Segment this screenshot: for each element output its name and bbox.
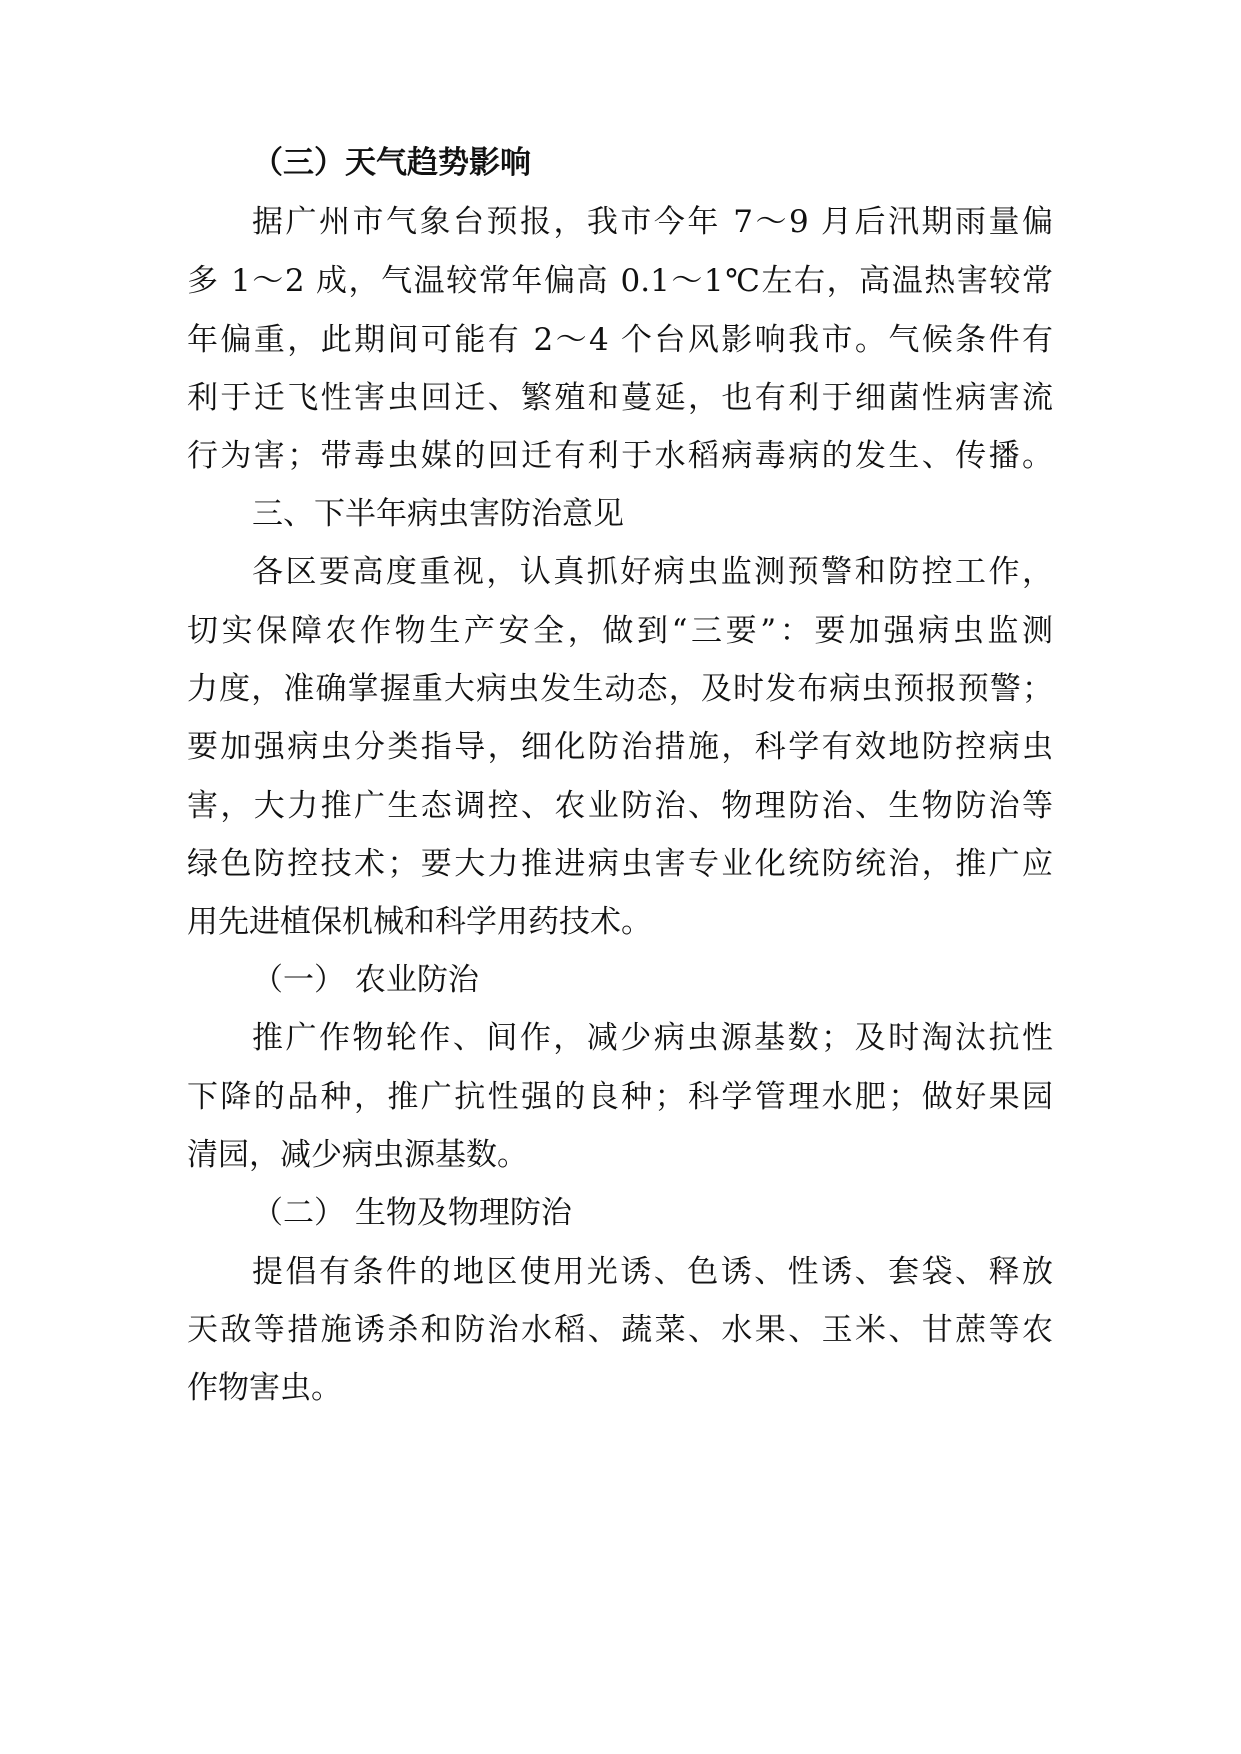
paragraph-line: 要加强病虫分类指导，细化防治措施，科学有效地防控病虫	[187, 729, 1053, 765]
paragraph-line: 绿色防控技术；要大力推进病虫害专业化统防统治，推广应	[187, 846, 1053, 882]
paragraph-line: 利于迁飞性害虫回迁、繁殖和蔓延，也有利于细菌性病害流	[187, 380, 1053, 416]
paragraph-line: 行为害；带毒虫媒的回迁有利于水稻病毒病的发生、传播。	[187, 438, 1053, 474]
paragraph-line: 作物害虫。	[187, 1370, 342, 1406]
subsection-heading-biological-physical-control: （二） 生物及物理防治	[252, 1195, 572, 1231]
paragraph-line: 力度，准确掌握重大病虫发生动态，及时发布病虫预报预警；	[187, 671, 1053, 707]
section-heading-weather-trend: （三）天气趋势影响	[252, 145, 531, 181]
paragraph-line: 提倡有条件的地区使用光诱、色诱、性诱、套袋、释放	[252, 1254, 1053, 1290]
paragraph-line: 据广州市气象台预报，我市今年 7～9 月后汛期雨量偏	[252, 204, 1053, 240]
section-heading-control-advice: 三、下半年病虫害防治意见	[252, 496, 624, 532]
paragraph-line: 用先进植保机械和科学用药技术。	[187, 904, 652, 940]
paragraph-line: 推广作物轮作、间作，减少病虫源基数；及时淘汰抗性	[252, 1020, 1053, 1056]
paragraph-line: 清园，减少病虫源基数。	[187, 1137, 528, 1173]
paragraph-line: 多 1～2 成，气温较常年偏高 0.1～1℃左右，高温热害较常	[187, 263, 1053, 299]
paragraph-line: 各区要高度重视，认真抓好病虫监测预警和防控工作，	[252, 554, 1053, 590]
paragraph-line: 下降的品种，推广抗性强的良种；科学管理水肥；做好果园	[187, 1079, 1053, 1115]
paragraph-line: 切实保障农作物生产安全，做到“三要”：要加强病虫监测	[187, 613, 1053, 649]
paragraph-line: 害，大力推广生态调控、农业防治、物理防治、生物防治等	[187, 788, 1053, 824]
paragraph-line: 天敌等措施诱杀和防治水稻、蔬菜、水果、玉米、甘蔗等农	[187, 1312, 1053, 1348]
subsection-heading-agricultural-control: （一） 农业防治	[252, 962, 479, 998]
paragraph-line: 年偏重，此期间可能有 2～4 个台风影响我市。气候条件有	[187, 322, 1053, 358]
